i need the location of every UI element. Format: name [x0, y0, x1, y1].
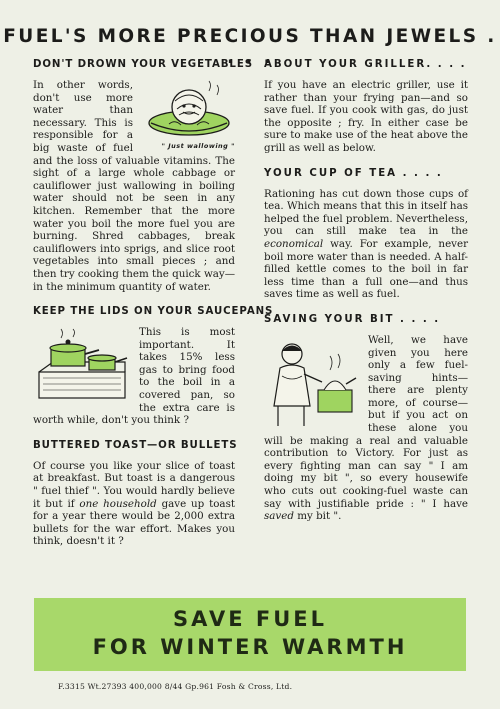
- heading-saucepans: KEEP THE LIDS ON YOUR SAUCEPANS: [33, 306, 274, 318]
- page-title: FUEL'S MORE PRECIOUS THAN JEWELS . . . .: [3, 26, 497, 68]
- save-fuel-banner: [34, 598, 466, 671]
- saucepans-paragraph: This is most important. It takes 15% less gas to bring food to the boil in a covered pan, so the extra care is worth while, don't you think ?: [33, 326, 235, 427]
- vegetables-paragraph: In other words, don't use more water than necessary. This is responsible for a big waste of fuel and the loss of valuable vitamins. The sight of a large whole cabbage or cauliflower just wallowing in boiling water should not be seen in any kitchen. Remember that the more water you boil the more fuel you are burning. Shred cabbages, break cauliflowers into sprigs, and slice root vegetables into small pieces ; and then try cooking them the quick way—in the minimum quantity of water.: [33, 79, 236, 293]
- saucepans-illustration-wrap: [33, 328, 131, 402]
- cabbage-in-pot-icon: [139, 79, 235, 141]
- cabbage-illustration-wrap: [139, 79, 235, 150]
- housewife-with-kettle-icon: [264, 336, 360, 430]
- heading-tea: YOUR CUP OF TEA . . . .: [264, 167, 443, 179]
- illustration-caption: " Just wallowing ": [161, 142, 235, 150]
- heading-saving: SAVING YOUR BIT . . . .: [264, 313, 441, 325]
- print-imprint: F.3315 Wt.27393 400,000 8/44 Gp.961 Fosh & Cross, Ltd.: [58, 682, 293, 691]
- tea-paragraph: Rationing has cut down those cups of tea. Which means that this in itself has helped the fuel problem. Nevertheless, you can still make tea in the economical way. For example, never boil more water than is needed. A half-filled kettle comes to the boil in far less time than a full one—and thus saves time as well as fuel.: [264, 187, 468, 301]
- left-column: [33, 58, 274, 548]
- banner-line-2: FOR WINTER WARMTH: [92, 635, 408, 659]
- right-column: [264, 58, 468, 523]
- banner-line-1: SAVE FUEL: [173, 607, 327, 631]
- griller-paragraph: If you have an electric griller, use it rather than your frying pan—and so save fuel. If you cook with gas, do just the opposite ; fry. In either case be sure to make use of the heat above the grill as well as below.: [264, 79, 468, 154]
- heading-vegetables: DON'T DROWN YOUR VEGETABLES: [33, 59, 253, 70]
- saving-paragraph: Well, we have given you here only a few fuel-saving hints—there are plenty more, of course—but if you act on these alone you will be making a real and valuable contribution to Victory. For just as every fighting man can say " I am doing my bit ", so every housewife who cuts out cooking-fuel waste can say with justifiable pride : " I have saved my bit ".: [264, 333, 468, 523]
- saucepans-on-stove-icon: [33, 328, 131, 402]
- heading-toast: BUTTERED TOAST—OR BULLETS: [33, 439, 238, 451]
- heading-griller: ABOUT YOUR GRILLER. . . .: [264, 59, 467, 70]
- toast-paragraph: Of course you like your slice of toast at breakfast. But toast is a dangerous " fuel thief ". You would hardly believe it but if one household gave up toast for a year there would be 2,000 extra bullets for the war effort. Makes you think, doesn't it ?: [33, 459, 235, 548]
- housewife-illustration-wrap: [264, 336, 360, 430]
